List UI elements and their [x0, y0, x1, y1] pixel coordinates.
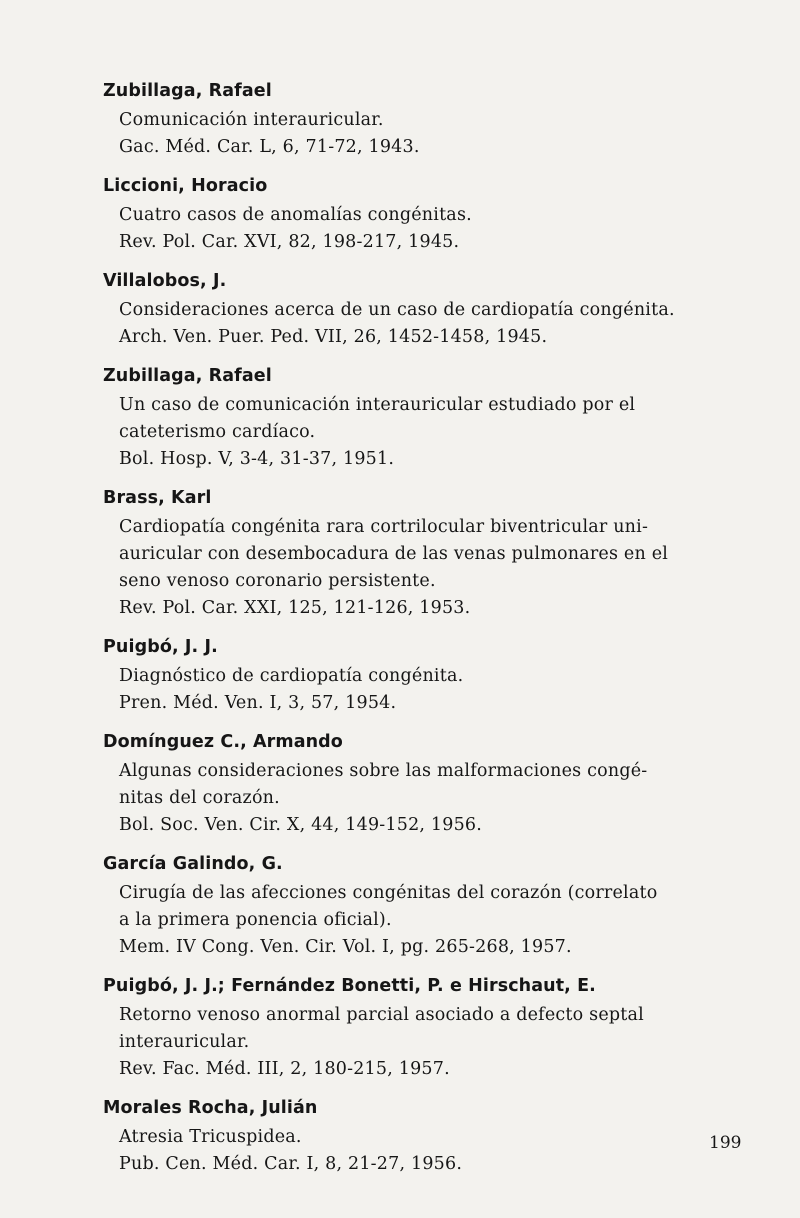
bibliography-entry	[103, 1093, 743, 1178]
entry-title: cateterismo cardíaco.	[119, 422, 316, 442]
entry-citation: Rev. Pol. Car. XVI, 82, 198-217, 1945.	[119, 232, 460, 252]
entry-title: Cirugía de las afecciones congénitas del corazón (correlato	[119, 883, 658, 903]
entry-author: Zubillaga, Rafael	[103, 366, 272, 386]
entry-author: Puigbó, J. J.; Fernández Bonetti, P. e Hirschaut, E.	[103, 976, 596, 996]
entry-author: Brass, Karl	[103, 488, 212, 508]
bibliography-entry	[103, 971, 743, 1083]
entry-citation: Rev. Fac. Méd. III, 2, 180-215, 1957.	[119, 1059, 450, 1079]
bibliography-entry	[103, 849, 743, 961]
bibliography-entry	[103, 76, 743, 161]
entry-citation: Bol. Hosp. V, 3-4, 31-37, 1951.	[119, 449, 395, 469]
bibliography-entry	[103, 483, 743, 622]
entry-title: auricular con desembocadura de las venas pulmonares en el	[119, 544, 669, 564]
entry-title: Consideraciones acerca de un caso de cardiopatía congénita.	[119, 300, 675, 320]
entry-author: Domínguez C., Armando	[103, 732, 343, 752]
entry-author: Puigbó, J. J.	[103, 637, 218, 657]
entry-title: Algunas consideraciones sobre las malformaciones congé-	[119, 761, 648, 781]
entry-author: Morales Rocha, Julián	[103, 1098, 318, 1118]
entry-citation: Bol. Soc. Ven. Cir. X, 44, 149-152, 1956.	[119, 815, 483, 835]
entry-citation: Pub. Cen. Méd. Car. I, 8, 21-27, 1956.	[119, 1154, 463, 1174]
entry-author: Liccioni, Horacio	[103, 176, 268, 196]
bibliography-entry	[103, 361, 743, 473]
entry-title: Retorno venoso anormal parcial asociado a defecto septal	[119, 1005, 644, 1025]
entry-author: Villalobos, J.	[103, 271, 227, 291]
entry-title: Un caso de comunicación interauricular estudiado por el	[119, 395, 636, 415]
entry-title: a la primera ponencia oficial).	[119, 910, 392, 930]
entry-title: Cardiopatía congénita rara cortrilocular biventricular uni-	[119, 517, 649, 537]
entry-title: interauricular.	[119, 1032, 250, 1052]
entry-author: Zubillaga, Rafael	[103, 81, 272, 101]
entry-title: seno venoso coronario persistente.	[119, 571, 436, 591]
entry-citation: Rev. Pol. Car. XXI, 125, 121-126, 1953.	[119, 598, 471, 618]
entry-citation: Gac. Méd. Car. L, 6, 71-72, 1943.	[119, 137, 420, 157]
entry-title: nitas del corazón.	[119, 788, 280, 808]
entry-title: Comunicación interauricular.	[119, 110, 384, 130]
bibliography-list	[103, 76, 743, 1178]
bibliography-entry	[103, 171, 743, 256]
bibliography-entry	[103, 727, 743, 839]
entry-author: García Galindo, G.	[103, 854, 283, 874]
entry-citation: Arch. Ven. Puer. Ped. VII, 26, 1452-1458, 1945.	[119, 327, 548, 347]
entry-title: Atresia Tricuspidea.	[119, 1127, 302, 1147]
entry-citation: Pren. Méd. Ven. I, 3, 57, 1954.	[119, 693, 397, 713]
entry-citation: Mem. IV Cong. Ven. Cir. Vol. I, pg. 265-268, 1957.	[119, 937, 572, 957]
entry-title: Cuatro casos de anomalías congénitas.	[119, 205, 472, 225]
bibliography-entry	[103, 632, 743, 717]
bibliography-entry	[103, 266, 743, 351]
entry-title: Diagnóstico de cardiopatía congénita.	[119, 666, 464, 686]
page-number: 199	[709, 1133, 742, 1153]
